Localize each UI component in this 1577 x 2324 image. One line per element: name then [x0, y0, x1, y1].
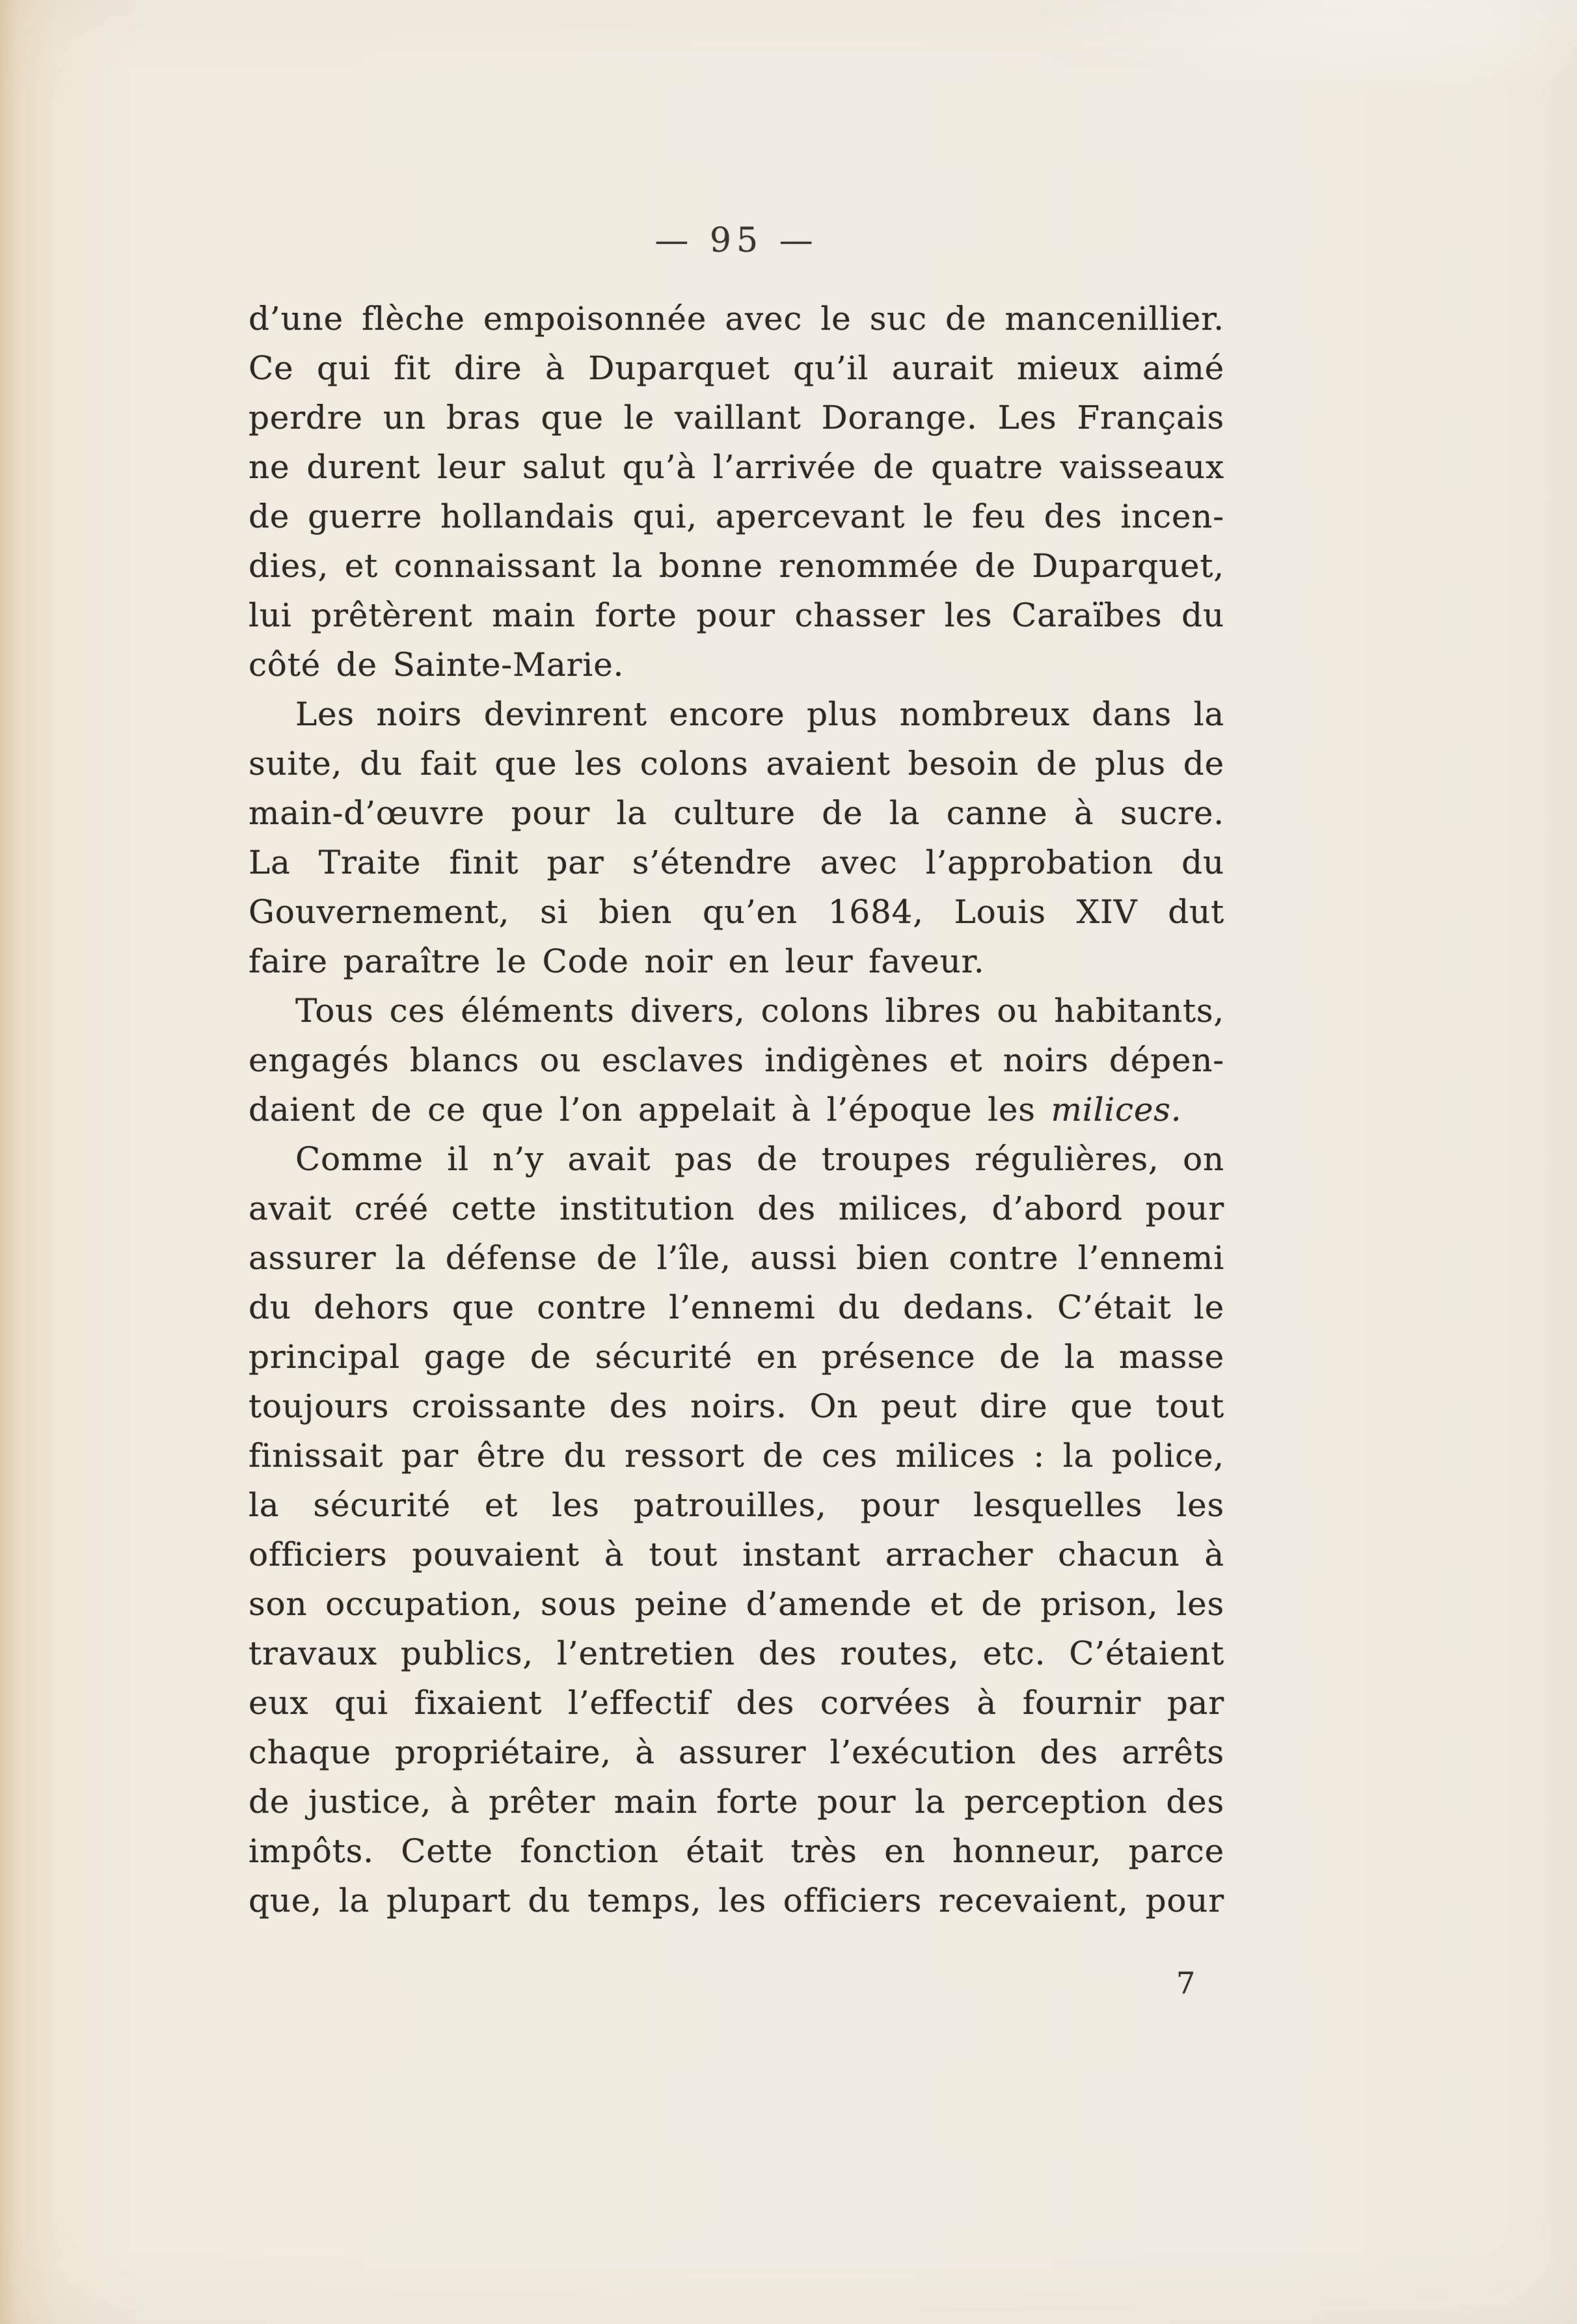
text-line: [249, 1035, 1224, 1085]
text-segment: avait créé cette institution des milices, d’abord pour: [249, 1190, 1224, 1227]
text-line: [249, 1283, 1224, 1332]
text-line: [249, 1530, 1224, 1579]
text-segment: La Traite finit par s’étendre avec l’approbation du: [249, 844, 1224, 881]
text-segment: main-d’œuvre pour la culture de la canne à sucre.: [249, 794, 1224, 832]
text-line: [249, 1728, 1224, 1777]
text-segment: ne durent leur salut qu’à l’arrivée de quatre vaisseaux: [249, 448, 1224, 486]
text-line: [249, 1826, 1224, 1876]
text-line: [249, 887, 1224, 937]
text-segment: travaux publics, l’entretien des routes, etc. C’étaient: [249, 1635, 1224, 1672]
text-line: [249, 1480, 1224, 1530]
page-number-header: — 95 —: [654, 221, 818, 260]
text-segment: Comme il n’y avait pas de troupes régulières, on: [295, 1140, 1224, 1178]
italic-text: milices.: [1051, 1091, 1182, 1129]
text-line: [249, 1184, 1224, 1233]
text-line: [249, 343, 1224, 393]
text-segment: Tous ces éléments divers, colons libres ou habitants,: [295, 992, 1224, 1030]
text-segment: engagés blancs ou esclaves indigènes et noirs dépen-: [249, 1041, 1224, 1079]
text-segment: principal gage de sécurité en présence de la masse: [249, 1338, 1224, 1376]
text-line: [249, 541, 1224, 591]
text-segment: Gouvernement, si bien qu’en 1684, Louis XIV dut: [249, 893, 1224, 931]
text-line: [249, 689, 1224, 739]
text-segment: toujours croissante des noirs. On peut dire que tout: [249, 1387, 1224, 1425]
text-line: [249, 1134, 1224, 1184]
text-line: [249, 739, 1224, 788]
text-segment: eux qui fixaient l’effectif des corvées à fournir par: [249, 1684, 1224, 1722]
text-line: [249, 1382, 1224, 1431]
text-segment: suite, du fait que les colons avaient besoin de plus de: [249, 745, 1224, 782]
text-line: [249, 442, 1224, 492]
text-line: [249, 986, 1224, 1035]
text-segment: lui prêtèrent main forte pour chasser les Caraïbes du: [249, 596, 1224, 634]
text-segment: que, la plupart du temps, les officiers recevaient, pour: [249, 1882, 1224, 1919]
text-line: [249, 1629, 1224, 1678]
text-line: [249, 393, 1224, 442]
text-line: [249, 1777, 1224, 1826]
text-line: [249, 1579, 1224, 1629]
text-segment: assurer la défense de l’île, aussi bien contre l’ennemi: [249, 1239, 1224, 1277]
text-segment: Les noirs devinrent encore plus nombreux dans la: [295, 695, 1224, 733]
text-segment: officiers pouvaient à tout instant arracher chacun à: [249, 1536, 1224, 1573]
text-segment: son occupation, sous peine d’amende et de prison, les: [249, 1585, 1224, 1623]
text-line: [249, 1332, 1224, 1382]
text-segment: faire paraître le Code noir en leur faveur.: [249, 942, 985, 980]
text-line: [249, 294, 1224, 343]
text-segment: d’une flèche empoisonnée avec le suc de mancenillier.: [249, 300, 1224, 338]
text-line: [249, 1085, 1224, 1134]
text-line: [249, 1233, 1224, 1283]
text-segment: de justice, à prêter main forte pour la perception des: [249, 1783, 1224, 1821]
text-line: [249, 492, 1224, 541]
text-segment: impôts. Cette fonction était très en honneur, parce: [249, 1832, 1224, 1870]
text-segment: du dehors que contre l’ennemi du dedans. C’était le: [249, 1289, 1224, 1326]
text-line: [249, 591, 1224, 640]
text-line: [249, 838, 1224, 887]
text-line: [249, 1431, 1224, 1480]
text-line: [249, 1678, 1224, 1728]
text-block: [249, 294, 1224, 1925]
text-segment: daient de ce que l’on appelait à l’époque les: [249, 1091, 1051, 1129]
text-line: [249, 937, 1224, 986]
signature-mark: 7: [1176, 1966, 1196, 2001]
text-segment: perdre un bras que le vaillant Dorange. Les Français: [249, 399, 1224, 436]
text-line: [249, 640, 1224, 689]
text-line: [249, 1876, 1224, 1925]
text-segment: côté de Sainte-Marie.: [249, 646, 625, 684]
text-segment: finissait par être du ressort de ces milices : la police,: [249, 1437, 1224, 1475]
text-segment: de guerre hollandais qui, apercevant le feu des incen-: [249, 498, 1224, 535]
text-segment: la sécurité et les patrouilles, pour lesquelles les: [249, 1486, 1224, 1524]
text-segment: Ce qui fit dire à Duparquet qu’il aurait mieux aimé: [249, 349, 1224, 387]
text-segment: chaque propriétaire, à assurer l’exécution des arrêts: [249, 1733, 1224, 1771]
text-line: [249, 788, 1224, 838]
text-segment: dies, et connaissant la bonne renommée de Duparquet,: [249, 547, 1224, 585]
